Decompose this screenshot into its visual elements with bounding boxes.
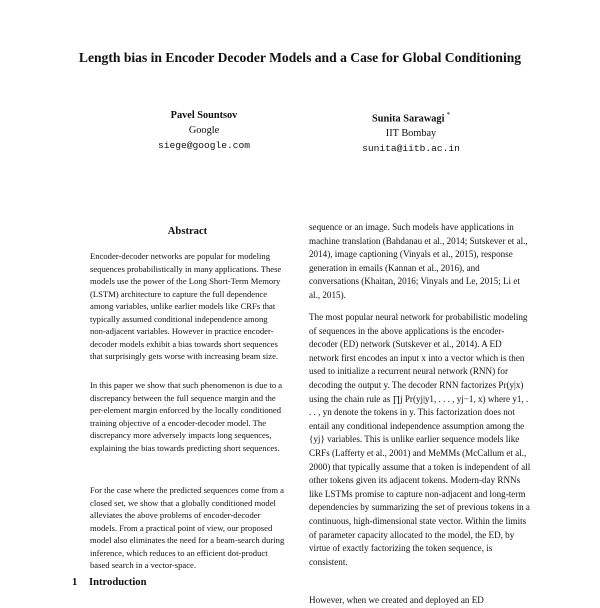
author-affiliation: Google bbox=[188, 125, 220, 136]
author-block-1 bbox=[119, 108, 289, 153]
body-paragraph-3 bbox=[309, 594, 531, 608]
section-heading bbox=[72, 577, 147, 588]
author-footnote-mark: * bbox=[446, 111, 450, 119]
section-title: Introduction bbox=[89, 577, 147, 588]
body-paragraph-2 bbox=[309, 311, 531, 569]
abstract-text: In this paper we show that such phenomenon is due to a discrepancy between the full sequence margin and the per-element margin enforced by the locally conditioned training objective of a encoder-decoder model. The discrepancy more adversely impacts long sequences, explaining the bias towards predicting short sequences. bbox=[90, 380, 283, 453]
body-text: The most popular neural network for probabilistic modeling of sequences in the above applications is the encoder-decoder (ED) network (Sutskever et al., 2014). A ED network first encodes an input x into a vector which is then used to initialize a recurrent neural network (RNN) for decoding the output y. The decoder RNN factorizes Pr(y|x) using the chain rule as ∏j Pr(yj|y1, . . . , yj−1, x) where y1, . . . , yn denote the tokens in y. This factorization does not entail any conditional independence assumption among the {yj} variables. This is unlike earlier sequence models like CRFs (Lafferty et al., 2001) and MeMMs (McCallum et al., 2000) that typically assume that a token is independent of all other tokens given its adjacent tokens. Modern-day RNNs like LSTMs promise to capture non-adjacent and long-term dependencies by summarizing the set of previous tokens in a continuous, high-dimensional state vector. Within the limits of parameter capacity allocated to the model, the ED, by virtue of exactly factorizing the token sequence, is consistent. bbox=[309, 312, 531, 567]
author-email: siege@google.com bbox=[157, 140, 251, 151]
body-text: sequence or an image. Such models have applications in machine translation (Bahdanau et al., 2014; Sutskever et al., 2014), image captioning (Vinyals et al., 2015), response generation in emails (Kannan et al., 2016), and conversations (Khaitan, 2016; Vinyals and Le, 2015; Li et al., 2015). bbox=[309, 222, 528, 300]
abstract-paragraph-2 bbox=[90, 379, 285, 454]
author-name: Pavel Sountsov bbox=[170, 110, 238, 121]
body-paragraph-1 bbox=[309, 221, 531, 303]
author-affiliation: IIT Bombay bbox=[385, 128, 437, 140]
body-text: However, when we created and deployed an ED bbox=[309, 595, 484, 605]
abstract-text: For the case where the predicted sequences come from a closed set, we show that a globally conditioned model alleviates the above problems of encoder-decoder models. From a practical point of view, our proposed model also eliminates the need for a beam-search during inference, which reduces to an efficient dot-product based search in a vector-space. bbox=[90, 485, 285, 570]
section-number: 1 bbox=[72, 577, 78, 588]
author-name: Sunita Sarawagi bbox=[372, 113, 445, 125]
author-name-line bbox=[326, 108, 496, 126]
author-email: sunita@iitb.ac.in bbox=[362, 143, 460, 155]
paper-title: Length bias in Encoder Decoder Models and a Case for Global Conditioning bbox=[78, 50, 522, 65]
abstract-text: Encoder-decoder networks are popular for modeling sequences probabilistically in many applications. These models use the power of the Long Short-Term Memory (LSTM) architecture to capture the full dependence among variables, unlike earlier models like CRFs that typically assumed conditional independence among non-adjacent variables. However in practice encoder-decoder models exhibit a bias towards short sequences that surprisingly gets worse with increasing beam size. bbox=[90, 251, 282, 361]
author-block-2 bbox=[326, 108, 496, 156]
abstract-heading: Abstract bbox=[167, 226, 208, 237]
abstract-paragraph-3 bbox=[90, 484, 285, 572]
abstract-paragraph-1 bbox=[90, 250, 285, 363]
